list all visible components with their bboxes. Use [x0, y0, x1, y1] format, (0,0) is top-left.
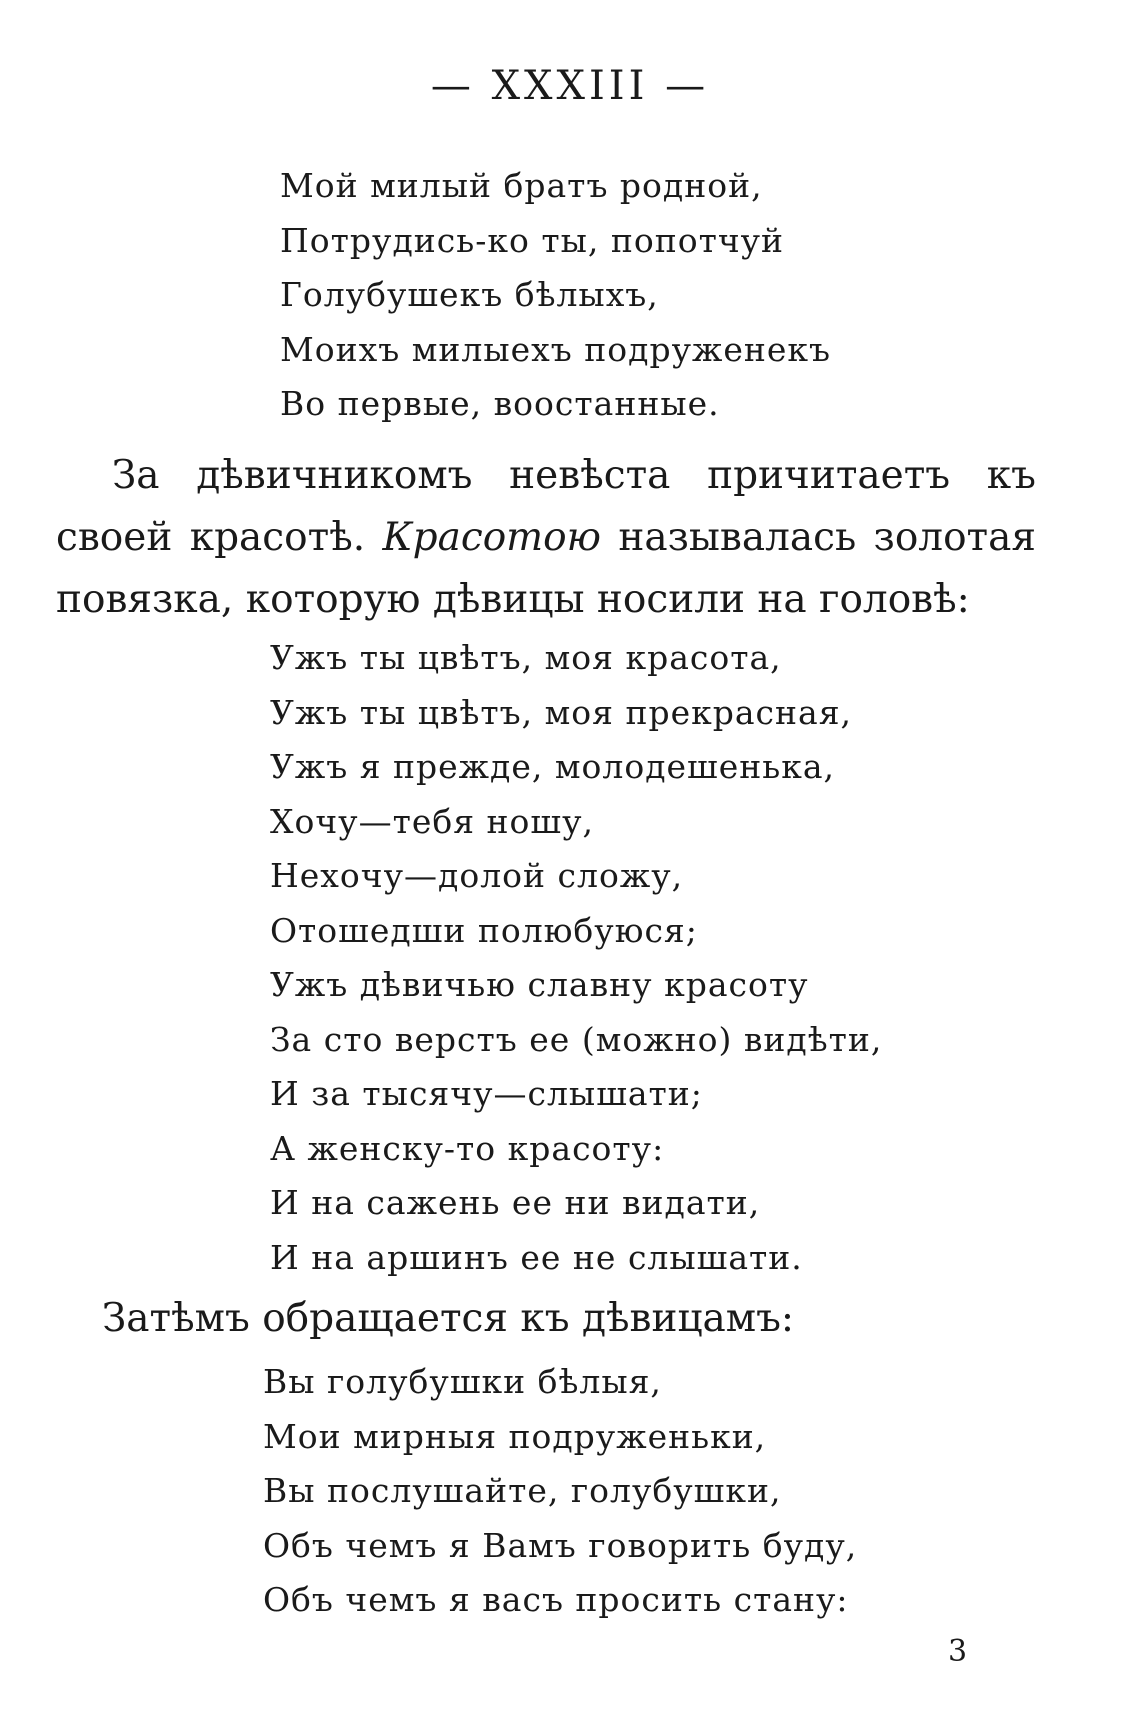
verse-line: Мои мирныя подруженьки,: [263, 1416, 767, 1456]
verse-line: Потрудись-ко ты, попотчуй: [280, 220, 785, 260]
verse-block-2: [270, 631, 882, 1285]
verse-line: Хочу—тебя ношу,: [270, 801, 595, 841]
verse-line: И на аршинъ ее не слышати.: [270, 1237, 803, 1277]
verse-line: Во первые, воостанные.: [280, 384, 720, 423]
paragraph-1-emphasis: Красотою: [382, 515, 601, 560]
verse-line: Отошедши полюбуюся;: [270, 910, 698, 950]
paragraph-1-text-after: называлась золотая повязка, которую дѣвицы носили на головѣ:: [56, 515, 1036, 622]
verse-line: Ужъ я прежде, молодешенька,: [270, 747, 836, 786]
verse-block-3: [263, 1355, 857, 1628]
verse-line: Объ чемъ я васъ просить стану:: [263, 1580, 849, 1619]
verse-line: Моихъ милыехъ подруженекъ: [280, 329, 832, 369]
verse-line: Вы голубушки бѣлыя,: [263, 1362, 662, 1401]
page-number: 3: [948, 1634, 968, 1669]
verse-line: Ужъ ты цвѣтъ, моя прекрасная,: [270, 692, 853, 732]
verse-line: Ужъ ты цвѣтъ, моя красота,: [270, 638, 782, 677]
verse-line: Нехочу—долой сложу,: [270, 856, 684, 895]
verse-block-1: [280, 159, 831, 432]
verse-line: А женску-то красоту:: [270, 1128, 665, 1168]
verse-line: И за тысячу—слышати;: [270, 1074, 703, 1113]
page-header: — XXXIII —: [430, 63, 710, 109]
verse-line: Голубушекъ бѣлыхъ,: [280, 275, 659, 314]
verse-line: И на сажень ее ни видати,: [270, 1183, 761, 1222]
verse-line: Вы послушайте, голубушки,: [263, 1471, 782, 1510]
paragraph-1: [56, 445, 1036, 631]
verse-line: Объ чемъ я Вамъ говорить буду,: [263, 1525, 858, 1565]
paragraph-2: Затѣмъ обращается къ дѣвицамъ:: [102, 1296, 795, 1341]
paragraph-1-text-before: За дѣвичникомъ невѣста причитаетъ къ своей красотѣ.: [56, 453, 1036, 560]
verse-line: За сто верстъ ее (можно) видѣти,: [270, 1019, 883, 1059]
verse-line: Ужъ дѣвичью славну красоту: [270, 965, 809, 1004]
verse-line: Мой милый братъ родной,: [280, 166, 763, 205]
